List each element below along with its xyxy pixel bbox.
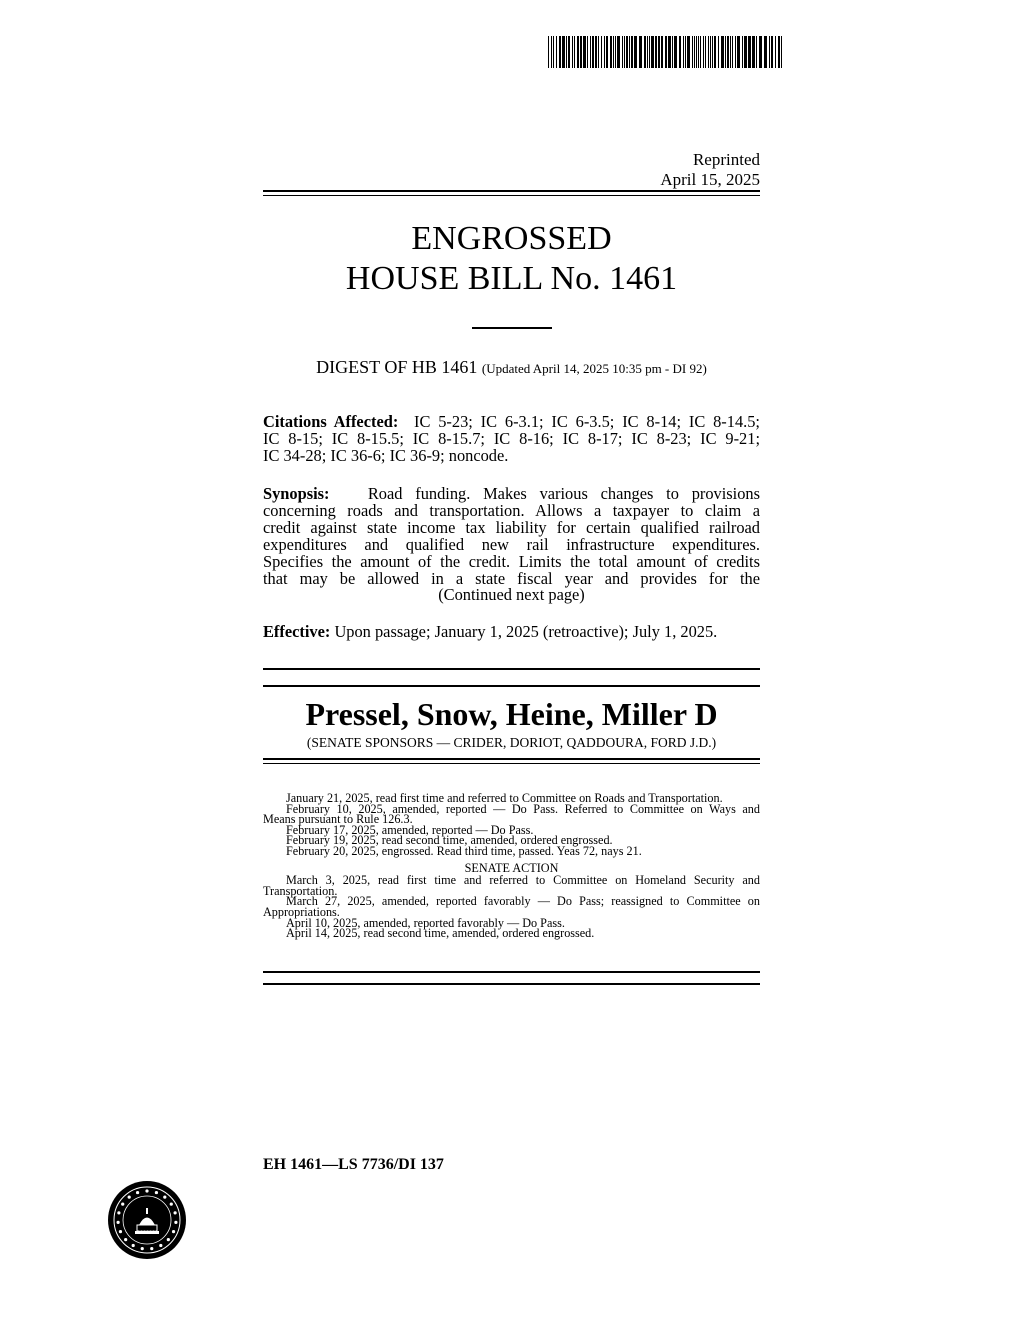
synopsis-line: expenditures and qualified new rail infrastructure expenditures. [263,534,760,554]
citations-affected [263,414,760,465]
effective-label: Effective: [263,622,331,641]
divider [263,190,760,192]
legislative-history [263,793,760,939]
reprint-date: April 15, 2025 [660,170,760,189]
state-seal-icon [107,1180,187,1260]
bill-title-line1: ENGROSSED [411,220,612,257]
history-entry: March 3, 2025, read first time and referred to Committee on Homeland Security and [286,873,760,888]
divider [263,668,760,670]
history-entry: February 19, 2025, read second time, amended, ordered engrossed. [286,833,613,848]
bill-authors: Pressel, Snow, Heine, Miller D [305,696,718,732]
digest-heading [263,357,760,378]
history-entry: April 10, 2025, amended, reported favorably — Do Pass. [286,915,565,930]
divider [263,971,760,973]
senate-action-heading: SENATE ACTION [464,860,559,875]
synopsis-line: credit against state income tax liability for certain qualified railroad [263,517,760,537]
history-entry: January 21, 2025, read first time and referred to Committee on Roads and Transportation. [286,791,723,805]
effective-dates [263,624,760,641]
synopsis-label: Synopsis: [263,484,330,503]
history-entry: April 14, 2025, read second time, amended, ordered engrossed. [286,926,595,941]
reprinted-label: Reprinted [692,150,760,169]
divider [263,758,760,760]
synopsis [263,486,760,604]
document-identifier: EH 1461—LS 7736/DI 137 [263,1156,444,1173]
effective-text: Upon passage; January 1, 2025 (retroactive); July 1, 2025. [334,622,718,641]
senate-sponsors: (SENATE SPONSORS — CRIDER, DORIOT, QADDOURA, FORD J.D.) [306,735,717,750]
barcode-icon [548,36,782,68]
citations-label: Citations Affected: [263,412,399,431]
citations-line: IC 8-15; IC 8-15.5; IC 8-15.7; IC 8-16; IC 8-17; IC 8-23; IC 9-21; [263,428,760,448]
citations-line: IC 34-28; IC 36-6; IC 36-9; noncode. [263,445,509,465]
divider [263,763,760,764]
divider [263,195,760,196]
bill-title-line2: HOUSE BILL No. 1461 [345,260,678,297]
history-entry: March 27, 2025, amended, reported favorably — Do Pass; reassigned to Committee on [286,894,760,909]
history-entry: Transportation. [263,883,338,898]
citations-line: IC 5-23; IC 6-3.1; IC 6-3.5; IC 8-14; IC 8-14.5; [413,412,760,431]
history-entry: February 17, 2025, amended, reported — Do Pass. [286,822,534,837]
divider [263,983,760,985]
divider [263,685,760,687]
digest-updated: (Updated April 14, 2025 10:35 pm - DI 92) [481,361,707,376]
history-entry: Appropriations. [263,904,340,919]
history-entry: February 20, 2025, engrossed. Read third time, passed. Yeas 72, nays 21. [286,843,642,858]
synopsis-line: Specifies the amount of the credit. Limits the total amount of credits [263,551,760,571]
continued-note: (Continued next page) [438,585,585,605]
synopsis-line: that may be allowed in a state fiscal year and provides for the [263,568,760,588]
history-entry: Means pursuant to Rule 126.3. [263,812,413,827]
digest-title: DIGEST OF HB 1461 [316,357,478,377]
title-underline [472,327,552,329]
history-entry: February 10, 2025, amended, reported — Do Pass. Referred to Committee on Ways and [286,801,760,816]
synopsis-line: Road funding. Makes various changes to provisions [367,484,761,503]
synopsis-line: concerning roads and transportation. Allows a taxpayer to claim a [263,500,760,520]
